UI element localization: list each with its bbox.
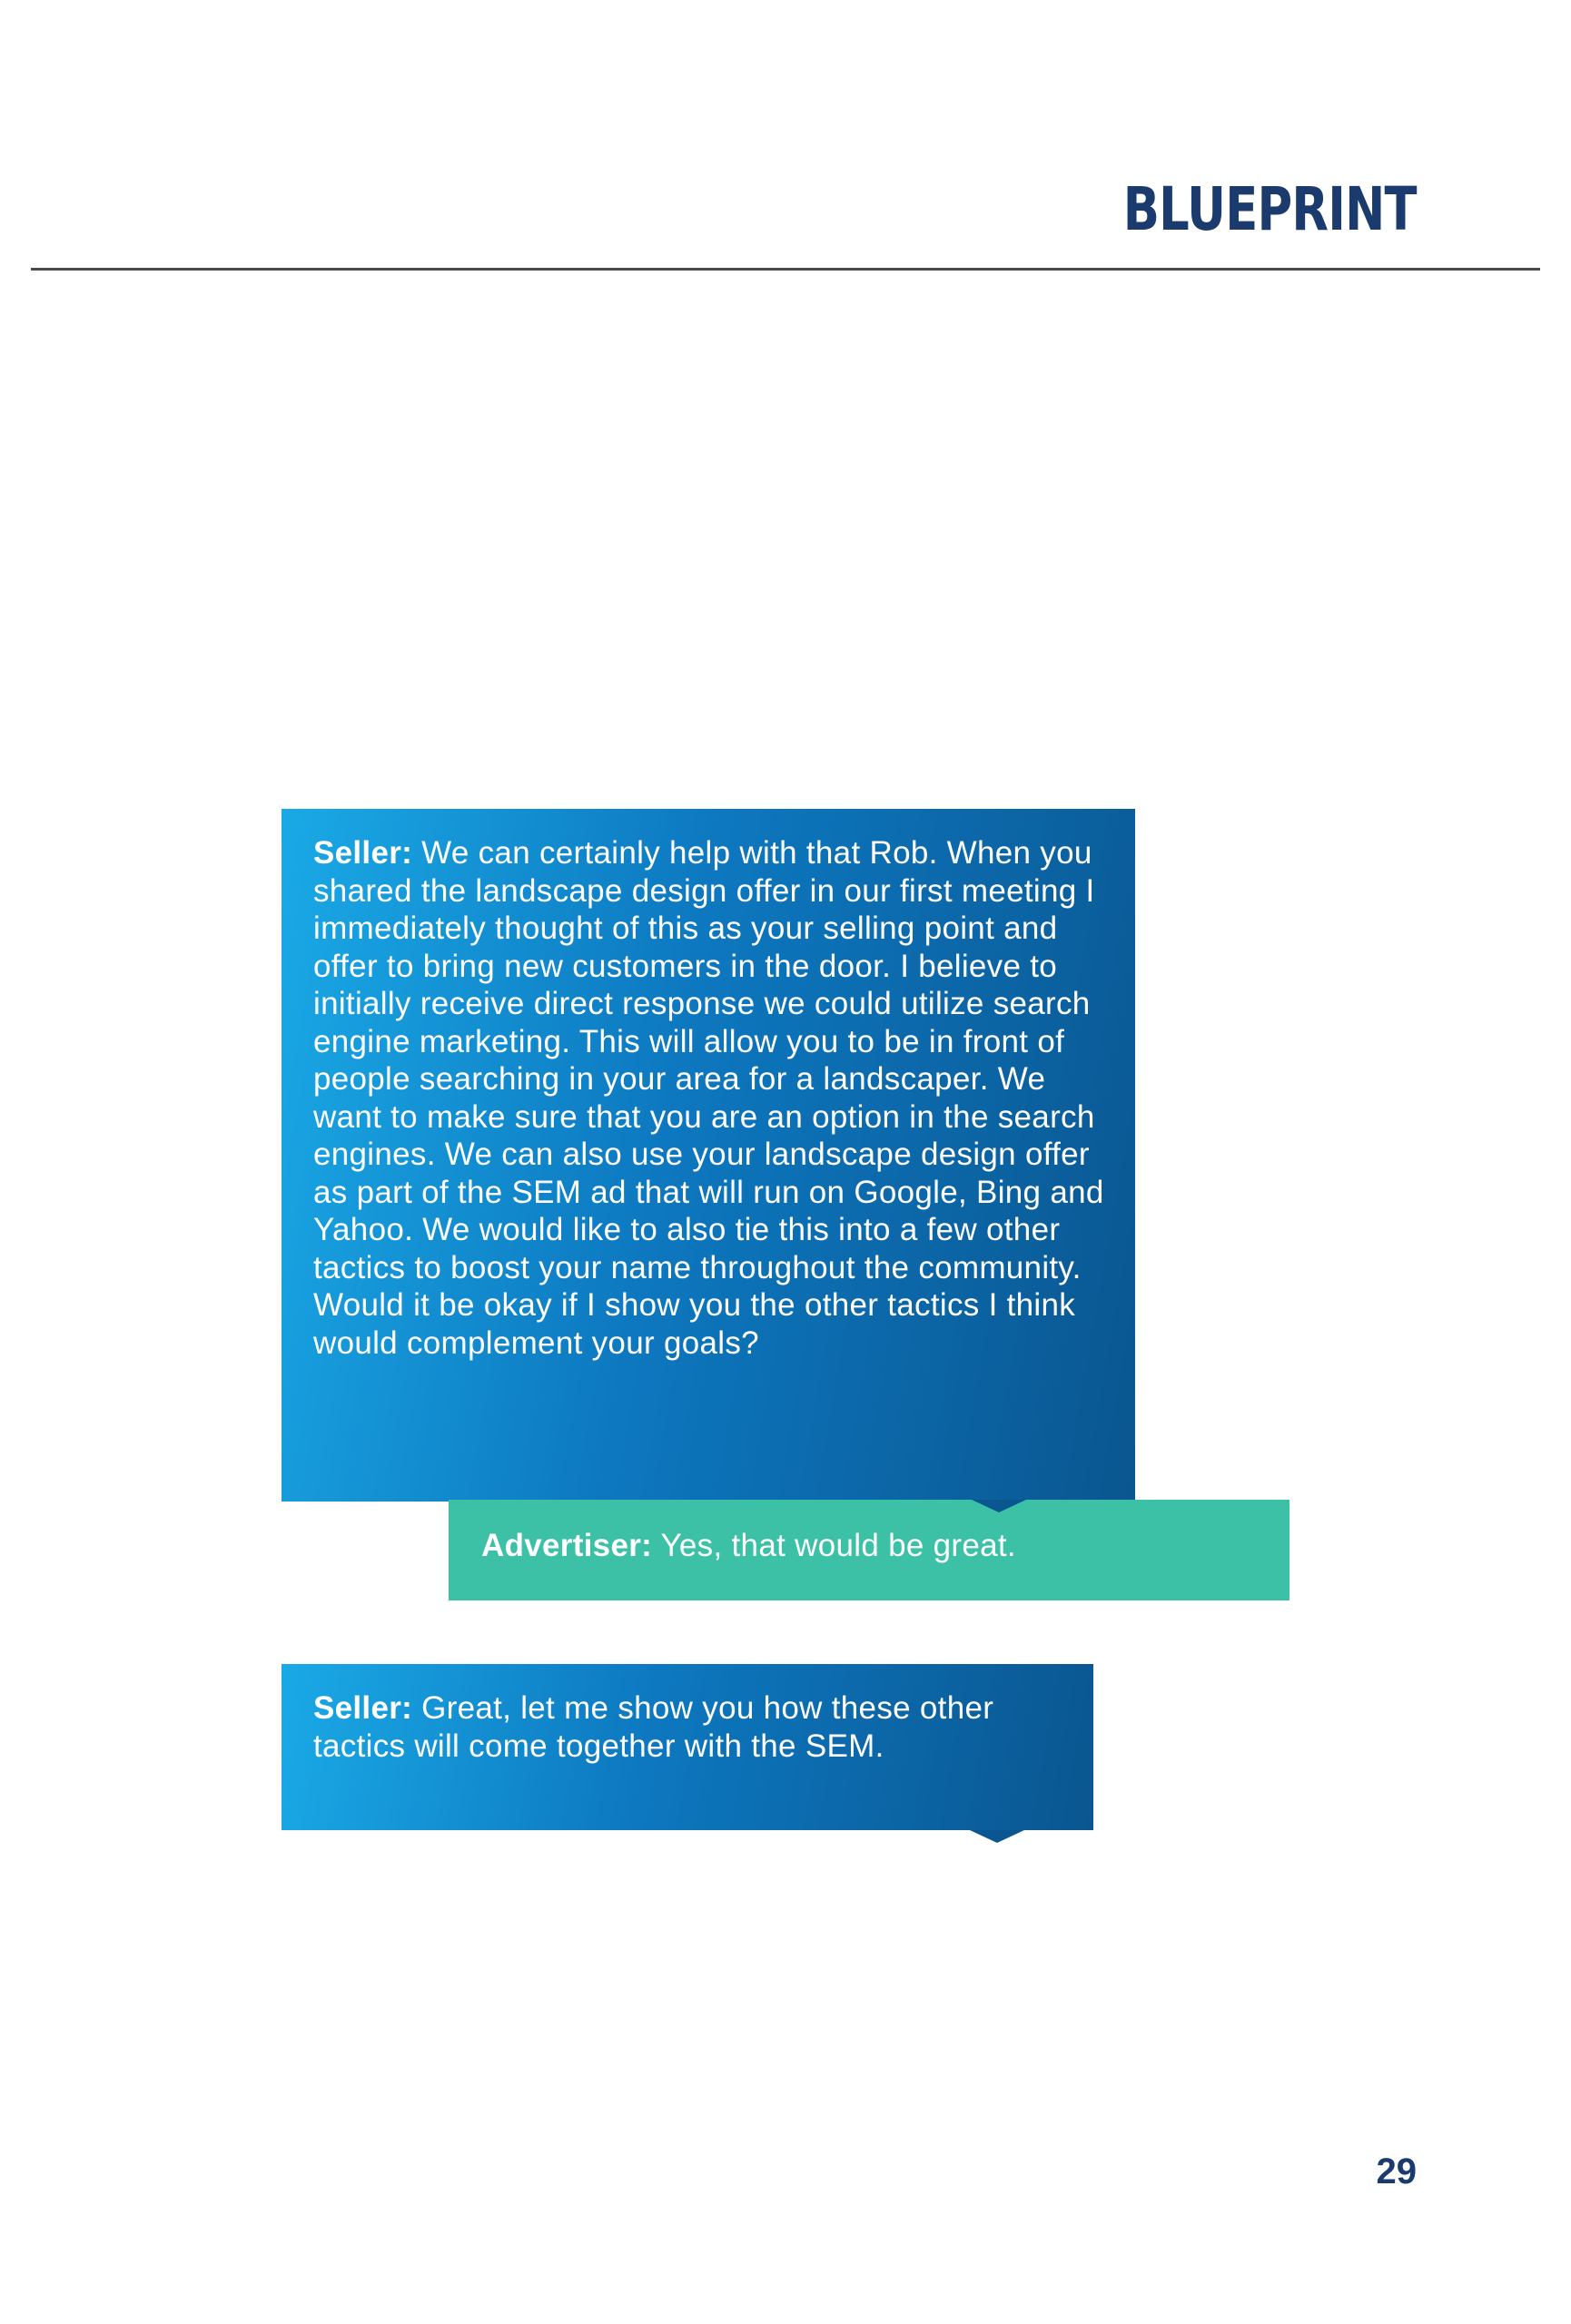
dialogue-line (313, 834, 1108, 1362)
speech-pointer (972, 1500, 1026, 1512)
dialogue-text: Great, let me show you how these other tactics will come together with the SEM. (313, 1690, 994, 1764)
dialogue-text: We can certainly help with that Rob. When you shared the landscape design offer in our first meeting I immediately thought of this as your selling point and offer to bring new customers in the door. I believe to initially receive direct response we could utilize search engine marketing. This will allow you to be in front of people searching in your area for a landscaper. We want to make sure that you are an option in the search engines. We can also use your landscape design offer as part of the SEM ad that will run on Google, Bing and Yahoo. We would like to also tie this into a few other tactics to boost your name throughout the community. Would it be okay if I show you the other tactics I think would complement your goals? (313, 835, 1104, 1361)
dialogue-text: Yes, that would be great. (652, 1528, 1016, 1563)
brand-logo: BLUEPRINT (1123, 174, 1417, 244)
seller-speech-bubble (282, 1664, 1093, 1830)
header-divider (31, 268, 1540, 271)
advertiser-speech-bubble (449, 1500, 1289, 1600)
speaker-label: Advertiser: (481, 1528, 653, 1563)
speaker-label: Seller: (313, 835, 413, 871)
speaker-label: Seller: (313, 1690, 413, 1726)
page-number: 29 (1376, 2152, 1417, 2191)
dialogue-line (313, 1689, 1066, 1765)
speech-pointer (970, 1830, 1024, 1843)
seller-speech-bubble (282, 809, 1135, 1502)
